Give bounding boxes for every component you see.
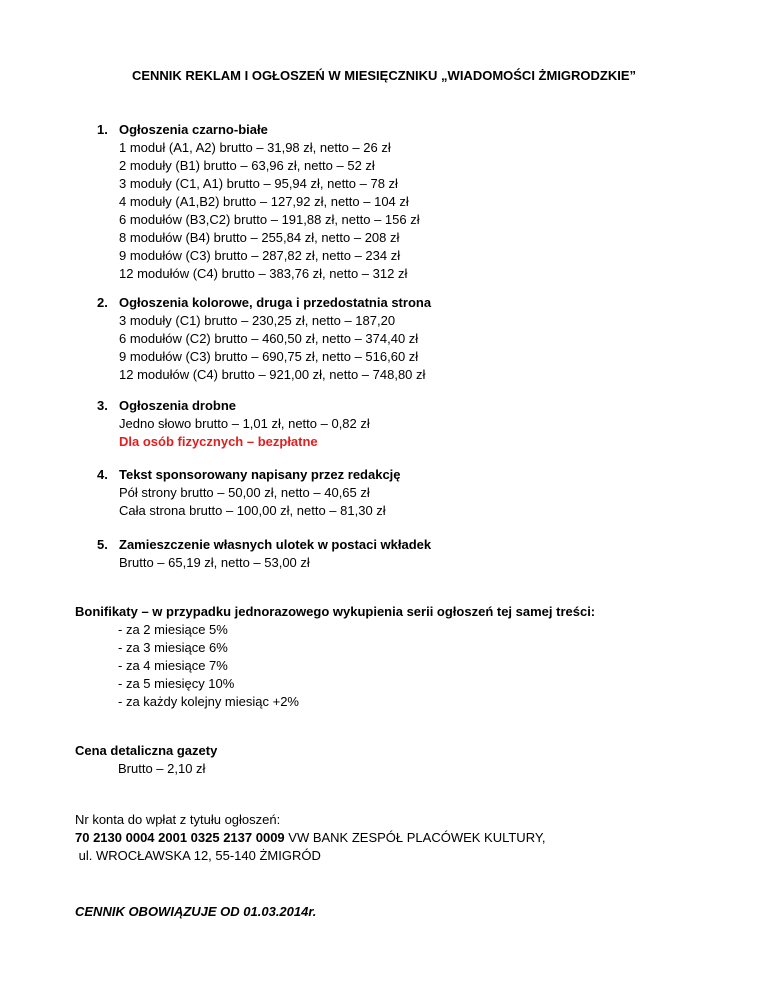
retail-price-block bbox=[75, 742, 715, 778]
retail-heading: Cena detaliczna gazety bbox=[75, 743, 218, 758]
account-block bbox=[75, 811, 715, 865]
price-line: 1 moduł (A1, A2) brutto – 31,98 zł, netto – 26 zł bbox=[119, 140, 391, 155]
discount-item: - za 2 miesiące 5% bbox=[118, 622, 228, 637]
section-number: 5. bbox=[97, 537, 108, 552]
section-title: Zamieszczenie własnych ulotek w postaci wkładek bbox=[119, 537, 432, 552]
section-heading bbox=[97, 466, 717, 484]
account-bank: VW BANK ZESPÓŁ PLACÓWEK KULTURY, bbox=[284, 830, 546, 845]
account-number: 70 2130 0004 2001 0325 2137 0009 bbox=[75, 830, 285, 845]
discounts-heading: Bonifikaty – w przypadku jednorazowego wykupienia serii ogłoszeń tej samej treści: bbox=[75, 604, 596, 619]
section-color bbox=[97, 294, 717, 384]
price-line: 4 moduły (A1,B2) brutto – 127,92 zł, netto – 104 zł bbox=[119, 194, 409, 209]
price-line: 6 modułów (C2) brutto – 460,50 zł, netto – 374,40 zł bbox=[119, 331, 419, 346]
validity-note: CENNIK OBOWIĄZUJE OD 01.03.2014r. bbox=[75, 904, 317, 919]
price-line: 2 moduły (B1) brutto – 63,96 zł, netto – 52 zł bbox=[119, 158, 375, 173]
section-title: Tekst sponsorowany napisany przez redakcję bbox=[119, 467, 401, 482]
discounts-block bbox=[75, 603, 715, 711]
account-address: ul. WROCŁAWSKA 12, 55-140 ŻMIGRÓD bbox=[75, 848, 321, 863]
account-intro: Nr konta do wpłat z tytułu ogłoszeń: bbox=[75, 812, 281, 827]
price-line: Brutto – 65,19 zł, netto – 53,00 zł bbox=[119, 555, 310, 570]
section-title: Ogłoszenia kolorowe, druga i przedostatnia strona bbox=[119, 295, 432, 310]
section-small-ads bbox=[97, 397, 717, 451]
section-inserts bbox=[97, 536, 717, 572]
price-line: 8 modułów (B4) brutto – 255,84 zł, netto – 208 zł bbox=[119, 230, 400, 245]
section-number: 2. bbox=[97, 295, 108, 310]
section-heading bbox=[97, 121, 717, 139]
price-line: Jedno słowo brutto – 1,01 zł, netto – 0,82 zł bbox=[119, 416, 370, 431]
price-line: 12 modułów (C4) brutto – 383,76 zł, netto – 312 zł bbox=[119, 266, 408, 281]
price-line: 9 modułów (C3) brutto – 690,75 zł, netto – 516,60 zł bbox=[119, 349, 419, 364]
section-black-white bbox=[97, 121, 717, 283]
price-line: 3 moduły (C1, A1) brutto – 95,94 zł, netto – 78 zł bbox=[119, 176, 398, 191]
discount-item: - za 4 miesiące 7% bbox=[118, 658, 228, 673]
price-line: 12 modułów (C4) brutto – 921,00 zł, netto – 748,80 zł bbox=[119, 367, 426, 382]
discount-item: - za 3 miesiące 6% bbox=[118, 640, 228, 655]
section-number: 1. bbox=[97, 122, 108, 137]
free-note: Dla osób fizycznych – bezpłatne bbox=[119, 434, 318, 449]
price-line: Cała strona brutto – 100,00 zł, netto – 81,30 zł bbox=[119, 503, 386, 518]
section-heading bbox=[97, 536, 717, 554]
section-heading bbox=[97, 294, 717, 312]
retail-price: Brutto – 2,10 zł bbox=[118, 761, 206, 776]
page-title: CENNIK REKLAM I OGŁOSZEŃ W MIESIĘCZNIKU „WIADOMOŚCI ŻMIGRODZKIE” bbox=[131, 68, 637, 83]
price-line: Pół strony brutto – 50,00 zł, netto – 40,65 zł bbox=[119, 485, 370, 500]
price-line: 6 modułów (B3,C2) brutto – 191,88 zł, netto – 156 zł bbox=[119, 212, 420, 227]
price-line: 9 modułów (C3) brutto – 287,82 zł, netto – 234 zł bbox=[119, 248, 401, 263]
section-heading bbox=[97, 397, 717, 415]
section-number: 3. bbox=[97, 398, 108, 413]
section-sponsored bbox=[97, 466, 717, 520]
section-title: Ogłoszenia drobne bbox=[119, 398, 237, 413]
section-number: 4. bbox=[97, 467, 108, 482]
discount-item: - za 5 miesięcy 10% bbox=[118, 676, 235, 691]
price-line: 3 moduły (C1) brutto – 230,25 zł, netto – 187,20 bbox=[119, 313, 396, 328]
account-line bbox=[75, 829, 715, 847]
discount-item: - za każdy kolejny miesiąc +2% bbox=[118, 694, 299, 709]
section-title: Ogłoszenia czarno-białe bbox=[119, 122, 268, 137]
